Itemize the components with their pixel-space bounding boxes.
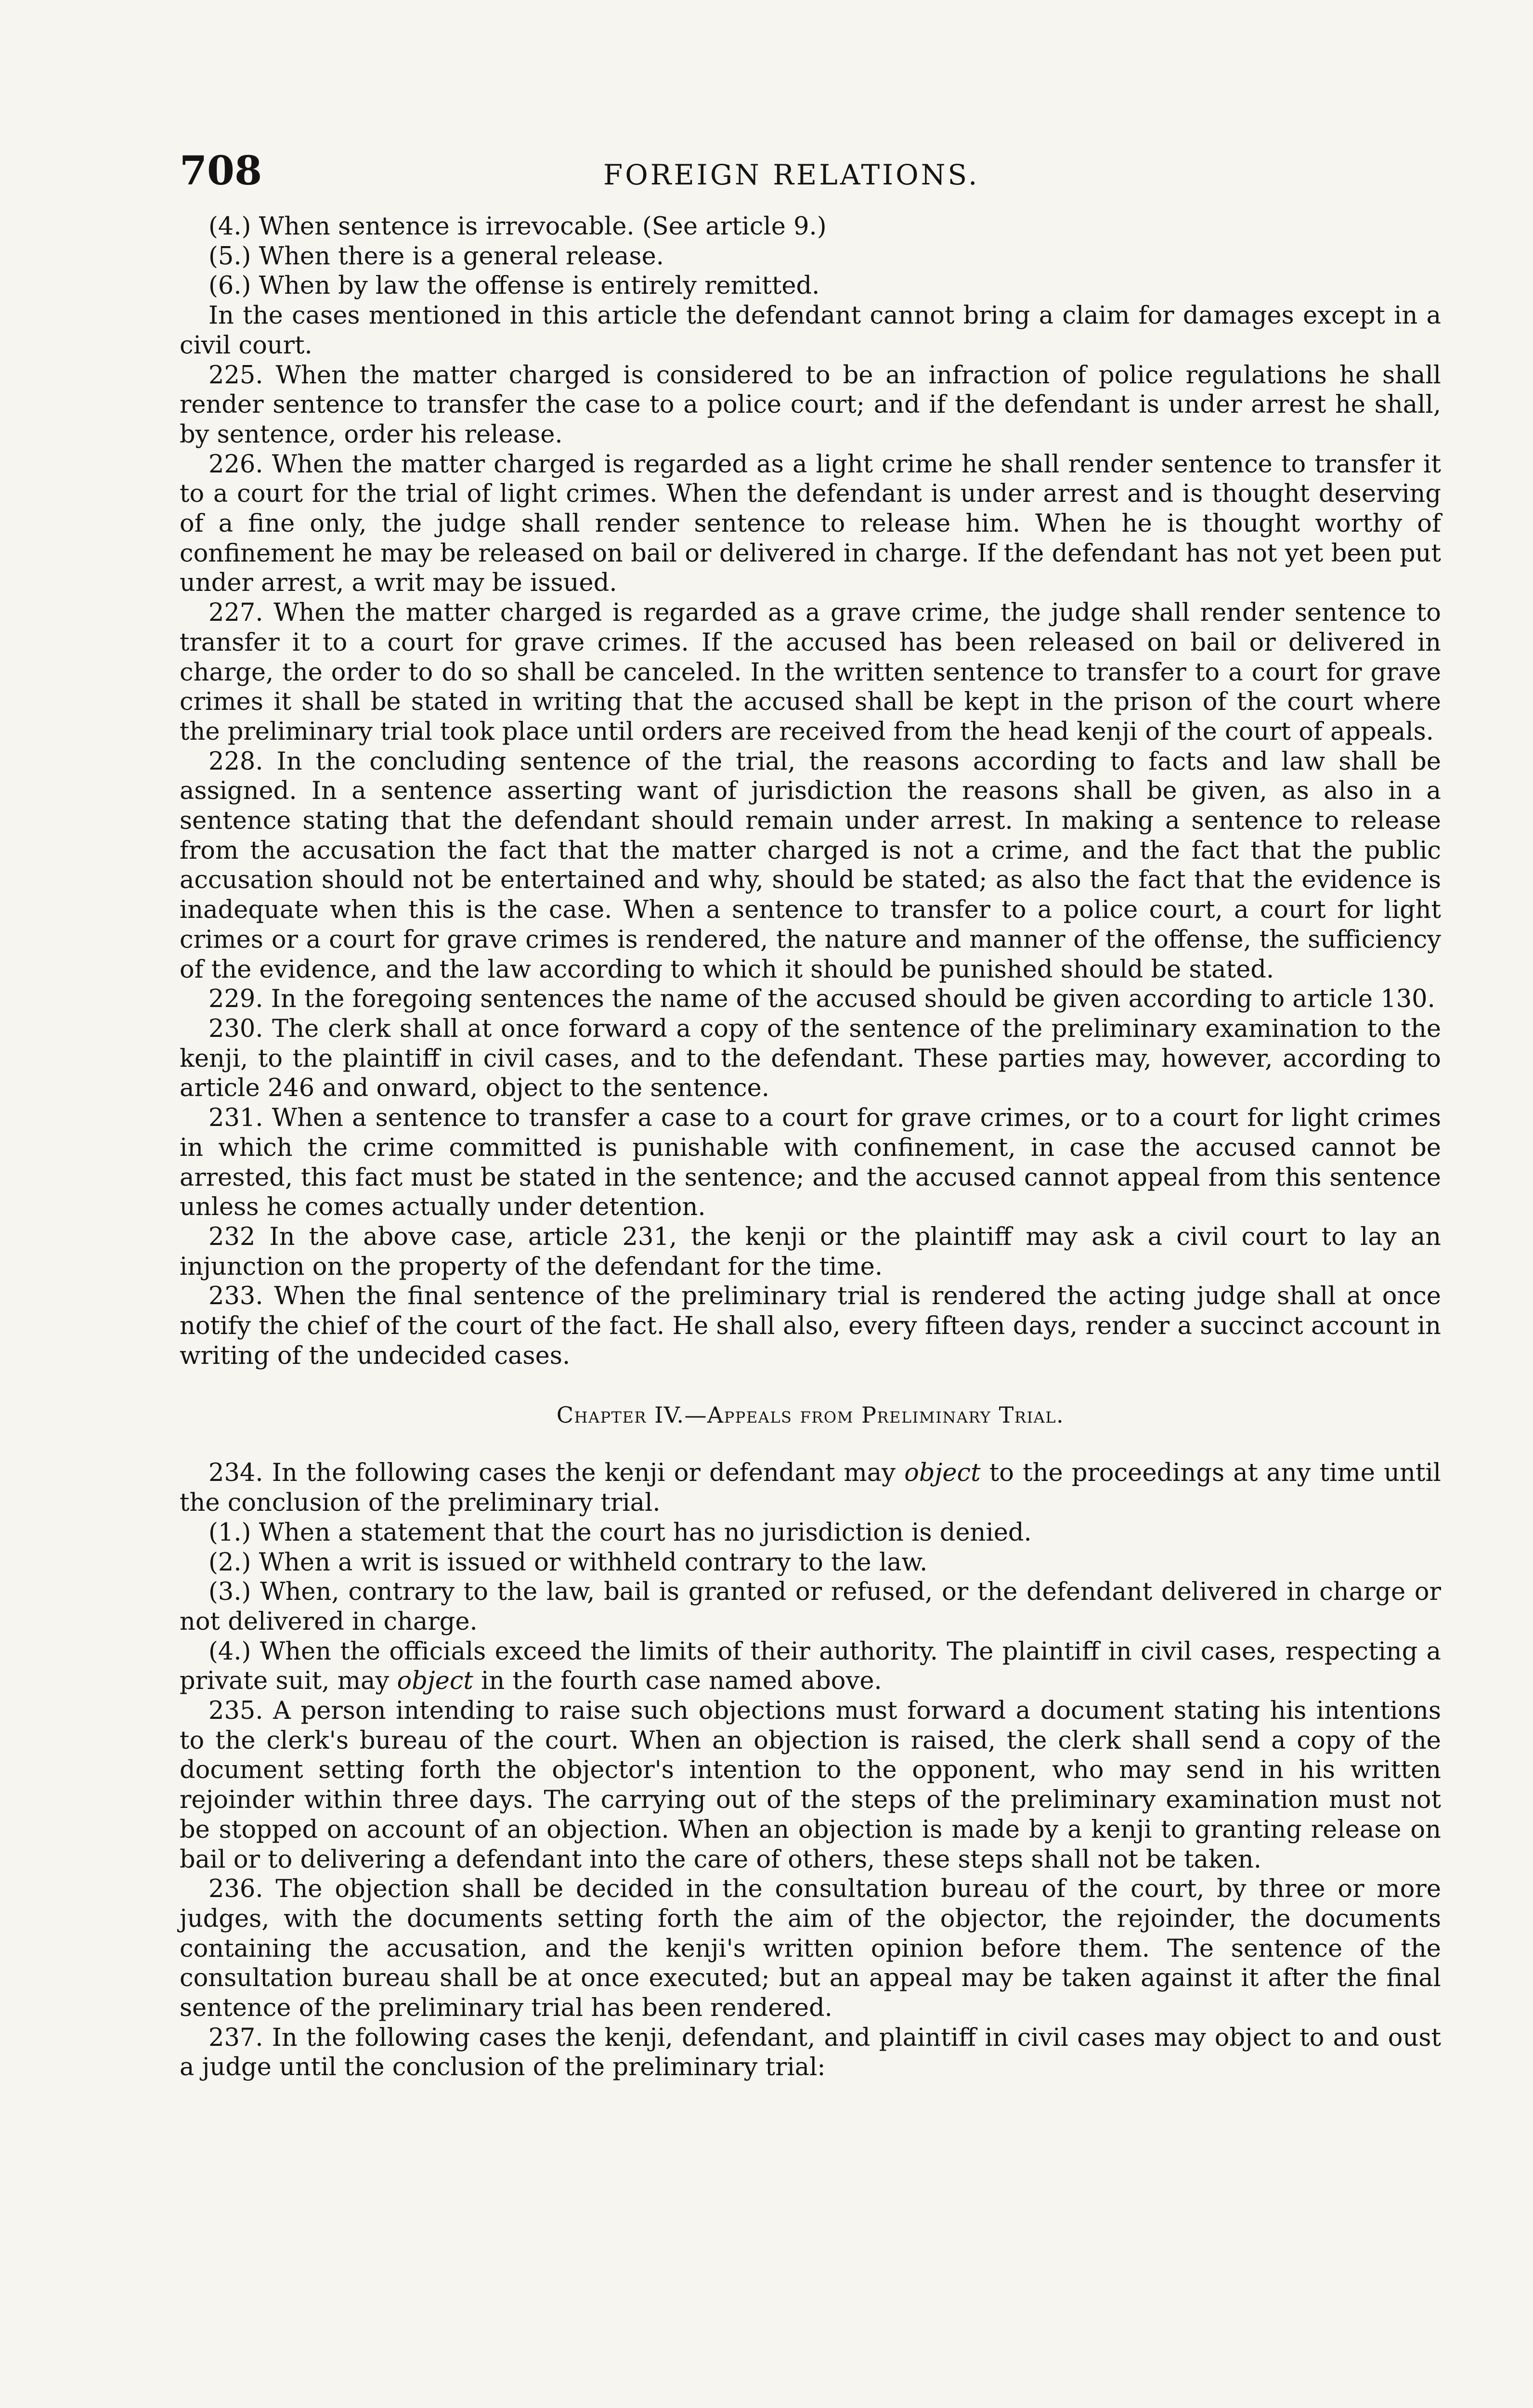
paragraph-236: 236. The objection shall be decided in the consultation bureau of the court, by three or more judges, with the documents setting forth the aim of the objector, the rejoinder, the documents containing the accusation, and the kenji's written opinion before them. The sentence of the consultation bureau shall be at once executed; but an appeal may be taken against it after the final sentence of the preliminary trial has been rendered. (180, 1875, 1441, 2023)
page-number: 708 (180, 148, 262, 194)
paragraph-230: 230. The clerk shall at once forward a copy of the sentence of the preliminary examination to the kenji, to the plaintiff in civil cases, and to the defendant. These parties may, however, according to article 246 and onward, object to the sentence. (180, 1014, 1441, 1103)
paragraph-case-2: (2.) When a writ is issued or withheld contrary to the law. (208, 1548, 928, 1577)
paragraph-234-start: 234. In the following cases the kenji or defendant may (208, 1459, 905, 1488)
paragraph-233: 233. When the final sentence of the preliminary trial is rendered the acting judge shall at once notify the chief of the court of the fact. He shall also, every fifteen days, render a succinct account in writing of the undecided cases. (180, 1282, 1441, 1370)
paragraph-226: 226. When the matter charged is regarded as a light crime he shall render sentence to transfer it to a court for the trial of light crimes. When the defendant is under arrest and is thought deserving of a fine only, the judge shall render sentence to release him. When he is thought worthy of confinement he may be released on bail or delivered in charge. If the defendant has not yet been put under arrest, a writ may be issued. (180, 450, 1441, 598)
paragraph-item-5: (5.) When there is a general release. (208, 242, 664, 271)
page-header (180, 144, 1441, 212)
chapter-heading: Chapter IV.—Appeals from Preliminary Trial. (556, 1402, 1065, 1428)
paragraph-229: 229. In the foregoing sentences the name of the accused should be given according to article 130. (208, 985, 1435, 1014)
paragraph-case-4-start: (4.) When the officials exceed the limits of their authority. The plaintiff in civil cases, respecting a private suit, may (180, 1637, 1441, 1696)
paragraph-234 (180, 1458, 1441, 1518)
paragraph-case-4 (180, 1637, 1441, 1696)
paragraph-234-emphasis: object (904, 1459, 981, 1488)
paragraph-231: 231. When a sentence to transfer a case to a court for grave crimes, or to a court for light crimes in which the crime committed is punishable with confinement, in case the accused cannot be arrested, this fact must be stated in the sentence; and the accused cannot appeal from this sentence unless he comes actually under detention. (180, 1104, 1441, 1222)
document-page (180, 144, 1441, 2082)
paragraph-232: 232 In the above case, article 231, the kenji or the plaintiff may ask a civil court to lay an injunction on the property of the defendant for the time. (180, 1222, 1441, 1281)
paragraph-case-4-emphasis: object (397, 1667, 473, 1696)
paragraph-235: 235. A person intending to raise such objections must forward a document stating his intentions to the clerk's bureau of the court. When an objection is raised, the clerk shall send a copy of the document setting forth the objector's intention to the opponent, who may send in his written rejoinder within three days. The carrying out of the steps of the preliminary examination must not be stopped on account of an objection. When an objection is made by a kenji to granting release on bail or to delivering a defendant into the care of others, these steps shall not be taken. (180, 1697, 1441, 1874)
running-head: FOREIGN RELATIONS. (603, 158, 980, 191)
paragraph-item-4: (4.) When sentence is irrevocable. (See article 9.) (208, 212, 827, 241)
paragraph-225: 225. When the matter charged is considered to be an infraction of police regulations he shall render sentence to transfer the case to a police court; and if the defendant is under arrest he shall, by sentence, order his release. (180, 361, 1441, 449)
paragraph-237: 237. In the following cases the kenji, defendant, and plaintiff in civil cases may object to and oust a judge until the conclusion of the preliminary trial: (180, 2023, 1441, 2082)
paragraph-case-1: (1.) When a statement that the court has no jurisdiction is denied. (208, 1518, 1032, 1547)
paragraph-item-6: (6.) When by law the offense is entirely remitted. (208, 272, 820, 301)
paragraph-234-end: to the proceedings at any time until the conclusion of the preliminary trial. (180, 1459, 1441, 1518)
document-body (180, 212, 1441, 2082)
paragraph-damages: In the cases mentioned in this article the defendant cannot bring a claim for damages except in a civil court. (180, 301, 1441, 360)
paragraph-case-4-end: in the fourth case named above. (473, 1667, 882, 1696)
paragraph-case-3: (3.) When, contrary to the law, bail is granted or refused, or the defendant delivered in charge or not delivered in charge. (180, 1578, 1441, 1636)
paragraph-227: 227. When the matter charged is regarded as a grave crime, the judge shall render sentence to transfer it to a court for grave crimes. If the accused has been released on bail or delivered in charge, the order to do so shall be canceled. In the written sentence to transfer to a court for grave crimes it shall be stated in writing that the accused shall be kept in the prison of the court where the preliminary trial took place until orders are received from the head kenji of the court of appeals. (180, 599, 1441, 746)
paragraph-228: 228. In the concluding sentence of the trial, the reasons according to facts and law shall be assigned. In a sentence asserting want of jurisdiction the reasons shall be given, as also in a sentence stating that the defendant should remain under arrest. In making a sentence to release from the accusation the fact that the matter charged is not a crime, and the fact that the public accusation should not be entertained and why, should be stated; as also the fact that the evidence is inadequate when this is the case. When a sentence to transfer to a police court, a court for light crimes or a court for grave crimes is rendered, the nature and manner of the offense, the sufficiency of the evidence, and the law according to which it should be punished should be stated. (180, 747, 1441, 984)
